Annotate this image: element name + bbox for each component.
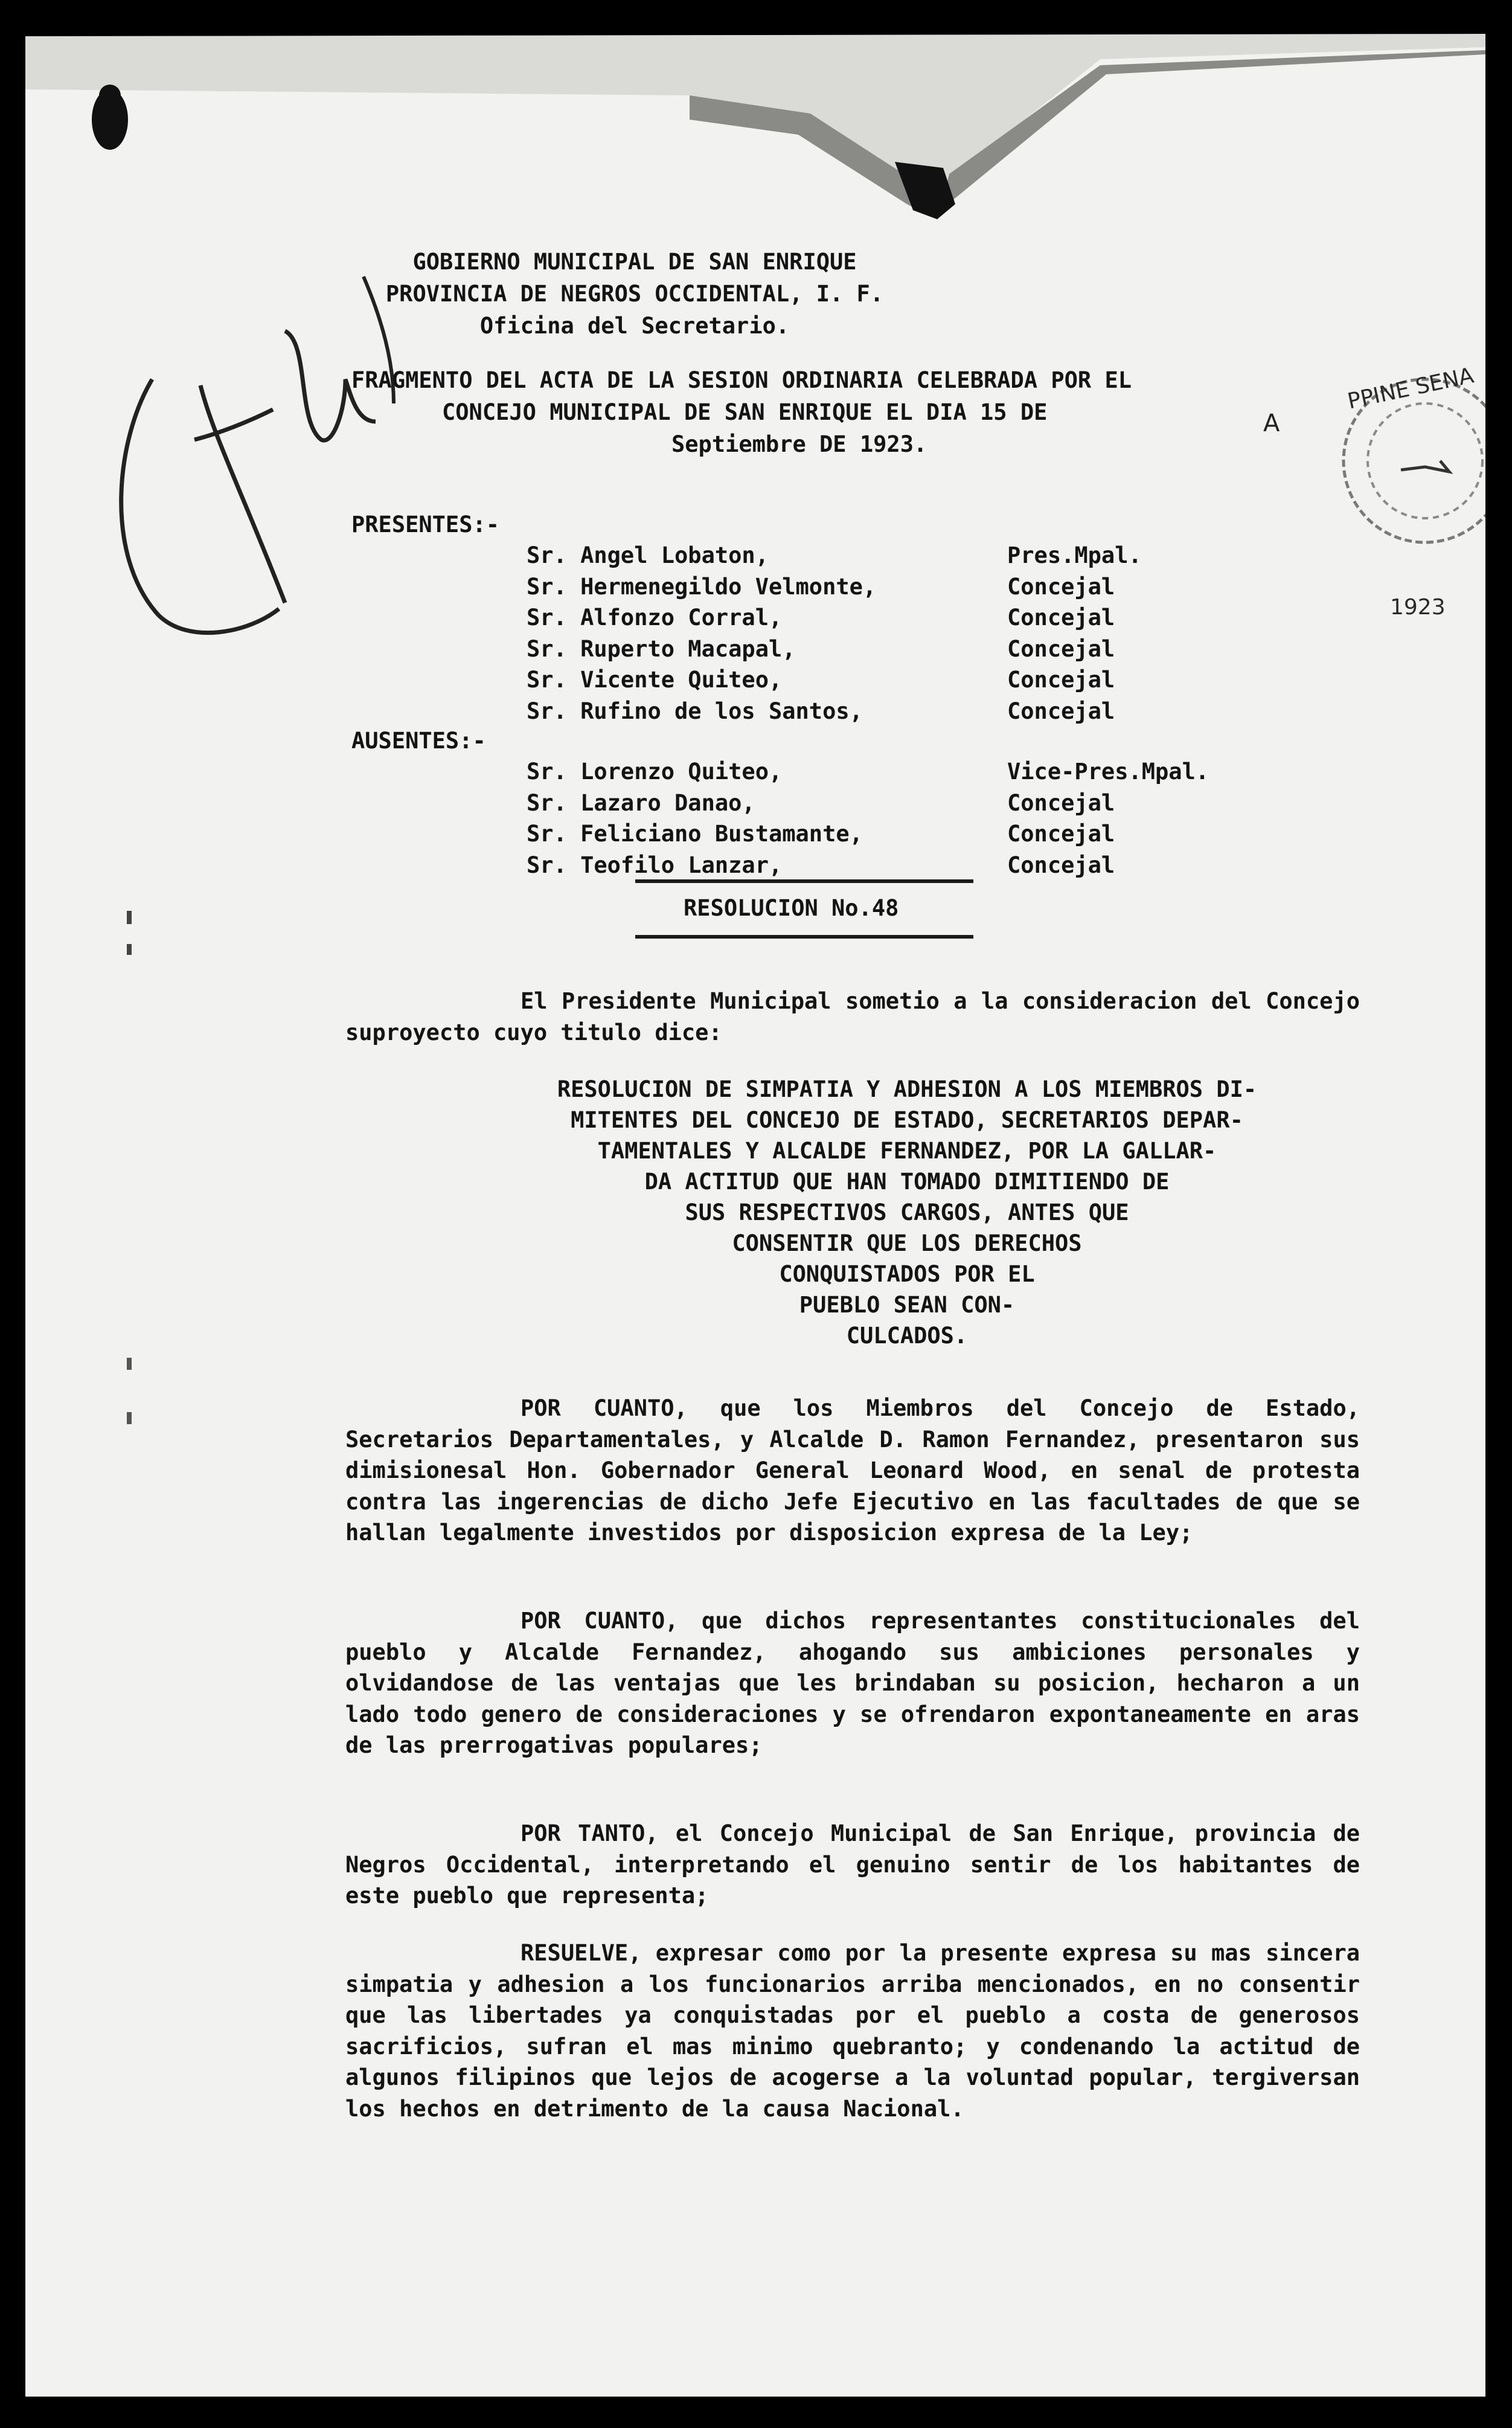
resolution-title-line: TAMENTALES Y ALCALDE FERNANDEZ, POR LA GALLAR- <box>597 1138 1217 1164</box>
header-line-2: PROVINCIA DE NEGROS OCCIDENTAL, I. F. <box>385 281 884 307</box>
title-line-1: FRAGMENTO DEL ACTA DE LA SESION ORDINARIA CELEBRADA POR EL <box>351 367 1132 393</box>
document-page <box>25 23 1485 2397</box>
ausentes-label: AUSENTES:- <box>351 728 486 754</box>
presente-role: Concejal <box>1007 698 1115 724</box>
resolution-title-line: CONQUISTADOS POR EL <box>779 1261 1035 1287</box>
intro-paragraph: El Presidente Municipal sometio a la consideracion del Concejo suproyecto cuyo titulo dice: <box>345 988 1360 1045</box>
title-line-3: Septiembre DE 1923. <box>671 431 927 457</box>
stamp-year: 1923 <box>1390 595 1446 620</box>
resolution-title <box>472 1074 1342 1351</box>
presente-role: Pres.Mpal. <box>1007 542 1142 568</box>
ink-speck <box>127 911 132 924</box>
ausente-name: Sr. Feliciano Bustamante, <box>527 821 863 847</box>
resolution-title-line: MITENTES DEL CONCEJO DE ESTADO, SECRETARIOS DEPAR- <box>571 1107 1243 1133</box>
ausente-role: Concejal <box>1007 852 1115 878</box>
ausente-name: Sr. Lazaro Danao, <box>527 789 755 816</box>
resolution-title-line: DA ACTITUD QUE HAN TOMADO DIMITIENDO DE <box>644 1169 1170 1195</box>
header-line-3: Oficina del Secretario. <box>479 313 790 339</box>
resolution-title-line: RESOLUCION DE SIMPATIA Y ADHESION A LOS MIEMBROS DI- <box>557 1076 1257 1102</box>
resolution-title-line: CONSENTIR QUE LOS DERECHOS <box>732 1230 1082 1256</box>
header-line-1: GOBIERNO MUNICIPAL DE SAN ENRIQUE <box>412 249 857 275</box>
resolution-title-line: CULCADOS. <box>846 1323 968 1349</box>
resolution-label: RESOLUCION No.48 <box>684 895 899 921</box>
presente-role: Concejal <box>1007 635 1115 662</box>
presente-name: Sr. Alfonzo Corral, <box>527 605 783 631</box>
presente-role: Concejal <box>1007 605 1115 631</box>
paragraph-resuelve: RESUELVE, expresar como por la presente expresa su mas sincera simpatia y adhesion a los funcionarios arriba mencionados, en no consentir que las libertades ya conquistadas por el pueblo a costa de generosos sacrificios, sufran el mas minimo quebranto; y condenando la actitud de algunos filipinos que lejos de acogerse a la voluntad popular, tergiversan los hechos en detrimento de la causa Nacional. <box>345 1940 1360 2122</box>
rule-bottom <box>635 935 973 939</box>
presente-role: Concejal <box>1007 573 1115 600</box>
presente-name: Sr. Ruperto Macapal, <box>527 635 796 662</box>
ausente-role: Concejal <box>1007 789 1115 816</box>
ausente-role: Concejal <box>1007 821 1115 847</box>
ink-speck <box>127 944 132 955</box>
presente-role: Concejal <box>1007 667 1115 693</box>
ink-speck <box>127 1412 132 1424</box>
paragraph-por-tanto: POR TANTO, el Concejo Municipal de San Enrique, provincia de Negros Occidental, interpretando el genuino sentir de los habitantes de este pueblo que representa; <box>345 1820 1360 1909</box>
ink-speck <box>127 1358 132 1370</box>
ausente-name: Sr. Teofilo Lanzar, <box>527 852 783 878</box>
presente-name: Sr. Hermenegildo Velmonte, <box>527 573 877 600</box>
paragraph-por-cuanto-2: POR CUANTO, que dichos representantes constitucionales del pueblo y Alcalde Fernandez, ahogando sus ambiciones personales y olvidandose de las ventajas que les brindaban su posicion, hecharon a un lado todo genero de consideraciones y se ofrendaron expontaneamente en aras de las prerrogativas populares; <box>345 1608 1360 1758</box>
paragraph-por-cuanto-1: POR CUANTO, que los Miembros del Concejo de Estado, Secretarios Departamentales, y Alcalde D. Ramon Fernandez, presentaron sus dimisionesal Hon. Gobernador General Leonard Wood, en senal de protesta contra las ingerencias de dicho Jefe Ejecutivo en las facultades de que se hallan legalmente investidos por disposicion expresa de la Ley; <box>345 1395 1360 1546</box>
resolution-title-line: PUEBLO SEAN CON- <box>799 1292 1015 1318</box>
presente-name: Sr. Angel Lobaton, <box>527 542 769 568</box>
stamp-text: PPINE SENA <box>1345 363 1476 414</box>
ausente-name: Sr. Lorenzo Quiteo, <box>527 759 783 785</box>
title-line-2: CONCEJO MUNICIPAL DE SAN ENRIQUE EL DIA 15 DE <box>442 399 1048 425</box>
presente-name: Sr. Rufino de los Santos, <box>527 698 863 724</box>
resolution-title-line: SUS RESPECTIVOS CARGOS, ANTES QUE <box>685 1200 1129 1225</box>
postmark-stamp <box>1334 363 1485 620</box>
presentes-label: PRESENTES:- <box>351 512 500 538</box>
folded-edge <box>25 23 1485 252</box>
margin-letter: A <box>1263 409 1280 437</box>
presente-name: Sr. Vicente Quiteo, <box>527 667 783 693</box>
ausente-role: Vice-Pres.Mpal. <box>1007 759 1209 785</box>
